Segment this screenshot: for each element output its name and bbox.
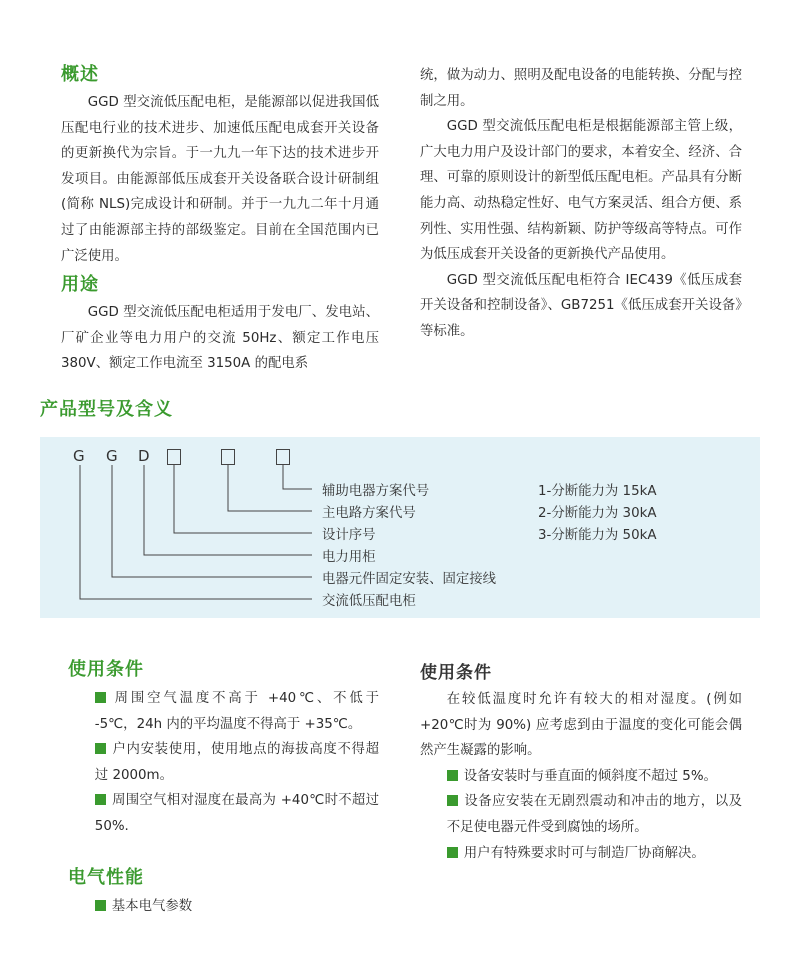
bullet-square-icon <box>447 770 458 781</box>
capacity-2: 2-分断能力为 30kA <box>538 506 657 521</box>
usage-paragraph-2: GGD 型交流低压配电柜是根据能源部主管上级，广大电力用户及设计部门的要求，本着安全、经济、合理、可靠的原则设计的新型低压配电柜。产品具有分断能力高、动热稳定性好、电气方案灵活、组合方便、系列性、实用性强、结构新颖、防护等级高等特点。可作为低压成套开关设备的更新换代产品使用。 <box>420 119 742 263</box>
condition-item-special: 用户有特殊要求时可与制造厂协商解决。 <box>420 841 742 867</box>
overview-section <box>61 63 379 269</box>
code-letter-g1: G <box>73 447 85 465</box>
capacity-3: 3-分断能力为 50kA <box>538 528 657 543</box>
overview-paragraph: GGD 型交流低压配电柜，是能源部以促进我国低压配电行业的技术进步、加速低压配电成套开关设备的更新换代为宗旨。于一九九一年下达的技术进步开发项目。由能源部低压成套开关设备联合设计研制组(简称 NLS)完成设计和研制。并于一九九二年十月通过了由能源部主持的部级鉴定。目前在全国范围内已广泛使用。 <box>61 95 379 264</box>
electrical-heading: 电气性能 <box>68 867 144 888</box>
conditions-right-paragraph: 在较低温度时允许有较大的相对湿度。(例如+20℃时为 90%) 应考虑到由于温度的变化可能会偶然产生凝露的影响。 <box>420 692 742 759</box>
conditions-left-heading: 使用条件 <box>68 659 144 680</box>
conditions-right-heading: 使用条件 <box>420 663 492 683</box>
code-letter-d: D <box>138 447 150 465</box>
desc-power-cabinet: 电力用柜 <box>322 550 376 565</box>
usage-continued <box>420 63 742 345</box>
usage-paragraph-3: GGD 型交流低压配电柜符合 IEC439《低压成套开关设备和控制设备》、GB7251《低压成套开关设备》等标准。 <box>420 272 742 339</box>
bullet-square-icon <box>95 692 106 703</box>
bullet-square-icon <box>95 900 106 911</box>
bullet-square-icon <box>447 795 458 806</box>
desc-aux-scheme: 辅助电器方案代号 <box>322 484 430 499</box>
code-letter-g2: G <box>106 447 118 465</box>
desc-ac-lv-cabinet: 交流低压配电柜 <box>322 594 416 609</box>
capacity-1: 1-分断能力为 15kA <box>538 484 657 499</box>
usage-heading: 用途 <box>61 274 99 295</box>
bullet-square-icon <box>447 847 458 858</box>
desc-main-scheme: 主电路方案代号 <box>322 506 416 521</box>
model-heading: 产品型号及含义 <box>40 399 173 420</box>
bullet-square-icon <box>95 743 106 754</box>
desc-fixed-install: 电器元件固定安装、固定接线 <box>322 572 497 587</box>
conditions-right-section <box>420 658 742 866</box>
conditions-left-section <box>68 658 379 840</box>
model-diagram <box>40 437 760 618</box>
usage-paragraph-part2: 统，做为动力、照明及配电设备的电能转换、分配与控制之用。 <box>420 68 742 109</box>
electrical-item-basic: 基本电气参数 <box>68 894 379 920</box>
condition-item-altitude: 户内安装使用，使用地点的海拔高度不得超过 2000m。 <box>94 742 379 783</box>
desc-design-serial: 设计序号 <box>322 528 376 543</box>
usage-section <box>61 273 379 377</box>
bullet-square-icon <box>95 794 106 805</box>
usage-paragraph-part1: GGD 型交流低压配电柜适用于发电厂、发电站、厂矿企业等电力用户的交流 50Hz、额定工作电压 380V、额定工作电流至 3150A 的配电系 <box>61 305 379 372</box>
electrical-section <box>68 866 379 920</box>
condition-item-tilt: 设备安装时与垂直面的倾斜度不超过 5%。 <box>420 764 742 790</box>
condition-item-vibration: 设备应安装在无剧烈震动和冲击的地方，以及不足使电器元件受到腐蚀的场所。 <box>446 794 742 835</box>
overview-heading: 概述 <box>61 64 99 85</box>
condition-item-humidity: 周围空气相对湿度在最高为 +40℃时不超过 50%. <box>94 793 379 834</box>
condition-item-temperature: 周围空气温度不高于 +40℃、不低于 -5℃，24h 内的平均温度不得高于 +35℃。 <box>94 691 379 732</box>
